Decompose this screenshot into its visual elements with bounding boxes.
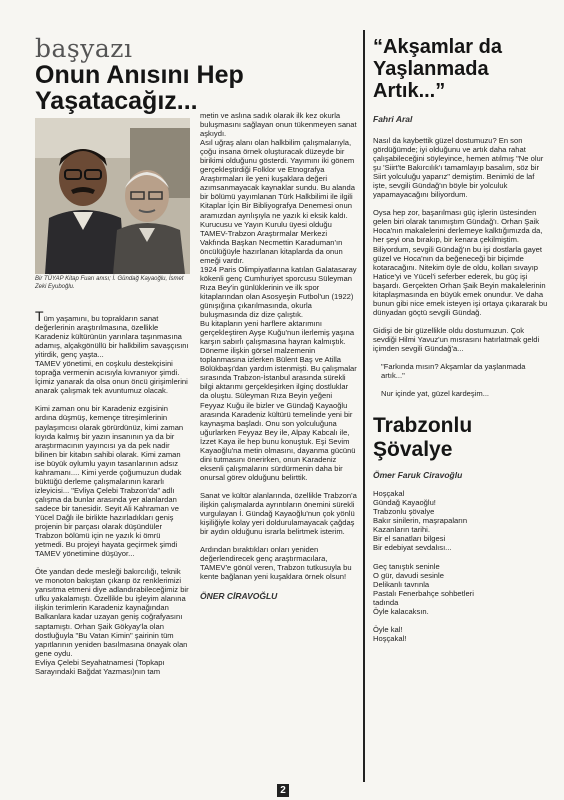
- editorial-headline: Onun Anısını Hep Yaşatacağız...: [35, 61, 244, 115]
- photo-caption: Bir TÜYAP Kitap Fuarı anısı; İ. Gündağ Kayaoğlu, İsmet Zeki Eyuboğlu.: [35, 276, 184, 290]
- tribute-paragraph: Oysa hep zor, başarılması güç işlerin üstesinden gelen biri olarak tanımıştım Gündağ'ı. Orhan Şaik Hoca'nın makalelerini derlemeye kalktığımızda da, her şeyi ona bırakıp, bir kenara çekilmiştim. Biliyordum, sevgili Gündağ'ın bu işi dostlarla gayet güzel ve Hoca'nın da beğeneceği bir biçimde kotaracağını. Nitekim öyle de oldu, kolları sıvayıp Hatice'yi ve Yücel'i seferber ederek, bu güç işi başardı. Gerçekten Orhan Şaik Beyin makalelerinin kitaplaşmasında en büyük emek onundur. Ve daha bunun gibi nice emek isteyen işi ortaya çıkararak bu dünyadan göçtü sevgili Gündağ.: [373, 208, 548, 317]
- editorial-signature: ÖNER CİRAVOĞLU: [200, 591, 278, 602]
- column-divider: [363, 30, 365, 782]
- editorial-column-1: [35, 118, 190, 676]
- poem-author: Ömer Faruk Ciravoğlu: [373, 470, 463, 481]
- poem-title: Trabzonlu Şövalye: [373, 414, 473, 462]
- tribute-column: [373, 36, 549, 643]
- tribute-paragraph: Nur içinde yat, güzel kardeşim...: [381, 389, 490, 399]
- poem-stanza: Geç tanıştık seninle O gür, davudi sesinle Delikanlı tavrınla Pastalı Fenerbahçe sohbetleri tadında Öyle kalacaksın.: [373, 561, 474, 616]
- editorial-paragraph: Bu kitapların yeni harflere aktarımını gerçekleştiren Ayşe Kuğu'nun ilerlemiş yaşına karşın sabırlı çalışmasına hayran kalmıştık. Döneme ilişkin görsel malzemenin toplanmasına izlerken Bülent Baş ve Atilla Bölükbaşı'dan yardım istenmişti. Bu çalışmalar sırasında Trabzon-İstanbul arasında sürekli bilgi aktarımı gerçekleşirken ilginç dostluklar da oluştu. Süleyman Rıza Beyin yeğeni Feyyaz Kuğu ile bizler ve Gündağ Kayaoğlu arasında Karadeniz kültürü temelinde yeni bir kaynaşma başladı. Onu son yolculuğuna uğurlarken Feyyaz Bey ile, Alpay Kabcalı ile, İzzet Kaya ile hep bunu konuştuk. Eşi Sevim Kayaoğlu'na metin olmasını, dayanma gücünü dini tutmasını önerirken, onun Karadeniz eksenli çalışmalarını sürdürmenin daha bir onursal görev olduğunu belirttik.: [200, 319, 357, 482]
- tribute-paragraph: Nasıl da kaybettik güzel dostumuzu? En son gördüğümde; iyi olduğunu ve artık daha rahat çalışabileceğini söyleyince, hemen atılmış "Ne olur şu 'Siirt'te Bakırcılık'ı tamamlayıp basalım, söz bir Siirt yolculuğu yaparız" demiştim. Benimki de laf işte, sevgili Gündağ'ın böyle bir yolculuk yapamayacağını biliyordum.: [373, 136, 544, 200]
- poem-stanza: Öyle kal! Hoşçakal!: [373, 624, 407, 643]
- editorial-header: [35, 36, 355, 114]
- editorial-paragraph: 1924 Paris Olimpiyatlarına katılan Galatasaray kökenli genç Cumhuriyet sporcusu Süleyman Rıza Bey'in günlüklerinin ve ilk spor kitaplarından olan Asosyeşin Futbol'un (1922) günışığına çıkarılmasında, okurla buluşmasında diz dize çalıştık.: [200, 264, 357, 320]
- editorial-paragraph: Sanat ve kültür alanlarında, özellikle Trabzon'a ilişkin çalışmalarda ayrıntıların önemini sürekli vurgulayan İ. Gündağ Kayaoğlu'nun çok yönlü kişiliğiyle kolay yeri doldurulamayacak çağdaş bir aydın olduğunu israrla belirtmek isterim.: [200, 490, 357, 537]
- tribute-quote: "Farkında mısın? Akşamlar da yaşlanmada artık...": [381, 362, 526, 381]
- editorial-paragraph: Kurucusu ve Yayın Kurulu üyesi olduğu TAMEV-Trabzon Araştırmalar Merkezi Vakfında Başkan Necmettin Karaduman'ın öncülüğüyle hazırlanan kitaplarda da onun emeği vardır.: [200, 219, 343, 265]
- portrait-photo: [35, 118, 190, 274]
- editorial-body: [35, 111, 357, 783]
- editorial-paragraph: metin ve aslına sadık olarak ilk kez okurla buluşmasını sağlayan onun tükenmeyen sanat aşkıydı.: [200, 111, 357, 139]
- poem-stanza: Hoşçakal Gündağ Kayaoğlu! Trabzonlu şövalye Bakır sinilerin, maşrapaların Kazanların tarihi. Bir el sanatları bilgesi Bir edebiyat sevdalısı...: [373, 489, 468, 553]
- editorial-paragraph: TAMEV yönetimi, en coşkulu destekçisini toprağa vermenin acısıyla kıvranıyor şimdi. İçimiz yanarak da olsa onun öncü girişimlerini anarak çalışmak tek avuntumuz olacak.: [35, 359, 188, 396]
- editorial-paragraph: Öte yandan dede mesleği bakırcılığı, teknik ve monoton bakıştan çıkarıp öz renklerimizi yansıtma etmeni diye adlandırabileceğimiz bir ufku yakalamıştı. Özellikle bu işleyim alanına ilişkin terimlerin Karadeniz kaynağından Balkanlara kadar uzayan geniş coğrafyasını saptamıştı. Orhan Şaik Gökyay'la olan dostluğuyla "Bu Vatan Kimin" şairinin tüm yapıtlarının yeniden basılmasına önayak olan gene oydu.: [35, 567, 189, 658]
- editorial-paragraph: Kimi zaman onu bir Karadeniz ezgisinin ardına düşmüş, kemençe titreşimlerinin paylaşımcısı olarak görürdünüz, kimi zaman kıyıda kalmış bir yazın insanının ya da bir araştırmacının yayıncısı ya da pek nadir bilinen bir kitabın sahibi olarak. Kimi zaman ise büyük oylumlu yayın tasarılarının adsız kahramanı.... Kimi yerde çoğumuzun dudak büktüğü derleme çalışmalarının kararlı izleyicisi... "Evliya Çelebi Trabzon'da" adlı çalışma da bunlar arasında yer alanlardan sadece bir tanesidir. Seyit Ali Kahraman ve Yücel Dağlı ile birlikte hazırladıkları geniş projenin bir parçası olarak düşündüler Trabzon bölümü için ne yazık ki ömrü yetmedi. Bu projeyi hayata geçirmek şimdi TAMEV yönetimine düşüyor...: [35, 404, 184, 559]
- editorial-column-2: [200, 111, 358, 602]
- editorial-paragraph: Tüm yaşamını, bu toprakların sanat değerlerinin araştırılmasına, özellikle Karadeniz kültürünün yarınlara taşınmasına adamış, alçakgönüllü bir halkbilim savaşçısını yitirdik, genç yaşta...: [35, 308, 189, 360]
- page-number: 2: [277, 784, 289, 797]
- tribute-author-1: Fahri Aral: [373, 114, 413, 124]
- tribute-paragraph: Gidişi de bir güzellikle oldu dostumuzun. Çok sevdiği Hilmi Yavuz'un mısrasını hatırlatmak geldi içimden sevgili Gündağ'a...: [373, 325, 540, 353]
- editorial-paragraph: Ardından bıraktıkları onları yeniden değerlendirecek genç araştırmacılara, TAMEV'e gönül veren, Trabzon tutkusuyla bu kente bağlanan yeni kuşaklara örnek olsun!: [200, 545, 352, 582]
- editorial-paragraph: Evliya Çelebi Seyahatnamesi (Topkapı Sarayındaki Bağdat Yazması)nın tam: [35, 657, 165, 676]
- editorial-paragraph: Asıl uğraş alanı olan halkbilim çalışmalarıyla, çoğu insana örnek oluşturacak düzeyde bir birikimi olduğunu gösterdi. Yayımını iki gönem gerçekleştirdiği Folklor ve Etnografya Araştırmaları ile yeni kuşaklara değeri azımsanmayacak kaynaklar sundu. Bu alanda bir bölümü yayımlanan Türk Halkbilimi ile ilgili Kitaplar İçin Bir Bibliyografya Denemesi onun aramızdan ayrılışıyla ne yazık ki eksik kaldı.: [200, 138, 355, 220]
- tribute-title-1: “Akşamlar da Yaşlanmada Artık...”: [373, 36, 502, 102]
- section-kicker: başyazı: [35, 34, 133, 63]
